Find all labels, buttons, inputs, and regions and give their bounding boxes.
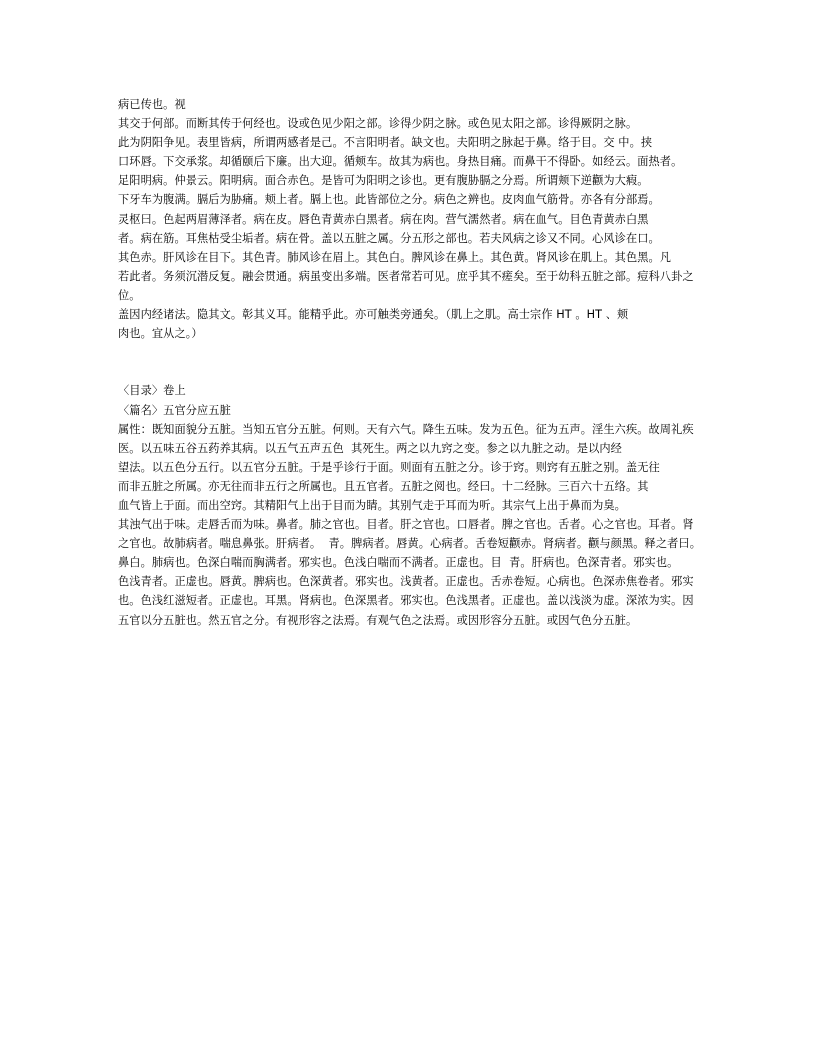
paragraph: 医。以五味五谷五药养其病。以五气五声五色 其死生。两之以九窍之变。参之以九脏之动。是以内经 bbox=[118, 441, 622, 455]
paragraph: 病已传也。视 bbox=[118, 98, 186, 111]
paragraph: 望法。以五色分五行。以五官分五脏。于是乎诊行于面。则面有五脏之分。诊于窍。则窍有五脏之别。盖无往 bbox=[118, 460, 660, 474]
paragraph: 盖因内经诸法。隐其文。彰其义耳。能精乎此。亦可触类旁通矣。（肌上之肌。高士宗作 HT 。HT 、颊 bbox=[118, 308, 629, 322]
paragraph: 也。色浅红滋短者。正虚也。耳黑。肾病也。色深黑者。邪实也。色浅黑者。正虚也。盖以浅淡为虚。深浓为实。因 bbox=[118, 594, 694, 608]
paragraph: 其交于何部。而断其传于何经也。设或色见少阳之部。诊得少阴之脉。或色见太阳之部。诊得厥阴之脉。 bbox=[118, 117, 638, 131]
paragraph: 灵枢曰。色起两眉薄泽者。病在皮。唇色青黄赤白黑者。病在肉。营气濡然者。病在血气。目色青黄赤白黑 bbox=[118, 212, 649, 226]
paragraph: 五官以分五脏也。然五官之分。有视形容之法焉。有观气色之法焉。或因形容分五脏。或因气色分五脏。 bbox=[118, 613, 638, 627]
blank-line bbox=[118, 343, 706, 362]
paragraph: 血气皆上于面。而出空窍。其精阳气上出于目而为睛。其别气走于耳而为听。其宗气上出于鼻而为臭。 bbox=[118, 498, 626, 512]
document-body bbox=[118, 95, 706, 630]
paragraph: 之官也。故肺病者。喘息鼻张。肝病者。 青。脾病者。唇黄。心病者。舌卷短颧赤。肾病者。颧与颜黑。释之者曰。 bbox=[118, 537, 701, 551]
paragraph: 属性：既知面貌分五脏。当知五官分五脏。何则。天有六气。降生五味。发为五色。征为五声。淫生六疾。故周礼疾 bbox=[118, 422, 694, 436]
paragraph: 鼻白。肺病也。色深白喘而胸满者。邪实也。色浅白喘而不满者。正虚也。目 青。肝病也。色深青者。邪实也。 bbox=[118, 556, 679, 570]
section-heading-volume: 〈目录〉卷上 bbox=[118, 384, 186, 398]
paragraph: 色浅青者。正虚也。唇黄。脾病也。色深黄者。邪实也。浅黄者。正虚也。舌赤卷短。心病也。色深赤焦卷者。邪实 bbox=[118, 575, 694, 589]
paragraph: 若此者。务须沉潜反复。融会贯通。病虽变出多端。医者常若可见。庶乎其不瘥矣。至于幼科五脏之部。痘科八卦之位。 bbox=[118, 269, 694, 302]
paragraph: 口环唇。下交承浆。却循颐后下廉。出大迎。循颊车。故其为病也。身热目痛。而鼻干不得卧。如经云。面热者。 bbox=[118, 155, 683, 169]
section-heading-chapter: 〈篇名〉五官分应五脏 bbox=[118, 403, 231, 417]
paragraph: 足阳明病。仲景云。阳明病。面合赤色。是皆可为阳明之诊也。更有腹胁膈之分焉。所谓颊下逆颧为大瘕。 bbox=[118, 174, 649, 188]
paragraph: 而非五脏之所属。亦无往而非五行之所属也。且五官者。五脏之阅也。经曰。十二经脉。三百六十五络。其 bbox=[118, 479, 649, 493]
paragraph: 肉也。宜从之。） bbox=[118, 327, 203, 341]
paragraph: 其色赤。肝风诊在目下。其色青。肺风诊在眉上。其色白。脾风诊在鼻上。其色黄。肾风诊在肌上。其色黑。凡 bbox=[118, 250, 672, 264]
paragraph: 其浊气出于味。走唇舌而为味。鼻者。肺之官也。目者。肝之官也。口唇者。脾之官也。舌者。心之官也。耳者。肾 bbox=[118, 518, 694, 532]
blank-line bbox=[118, 362, 706, 381]
paragraph: 下牙车为腹满。膈后为胁痛。颊上者。膈上也。此皆部位之分。病色之辨也。皮肉血气筋骨。亦各有分部焉。 bbox=[118, 193, 660, 207]
paragraph: 此为阴阳争见。表里皆病，所谓两感者是己。不言阳明者。缺文也。夫阳明之脉起于鼻。络于目。交 中。挟 bbox=[118, 136, 653, 150]
paragraph: 者。病在筋。耳焦枯受尘垢者。病在骨。盖以五脏之属。分五形之部也。若夫风病之诊又不同。心风诊在口。 bbox=[118, 231, 660, 245]
